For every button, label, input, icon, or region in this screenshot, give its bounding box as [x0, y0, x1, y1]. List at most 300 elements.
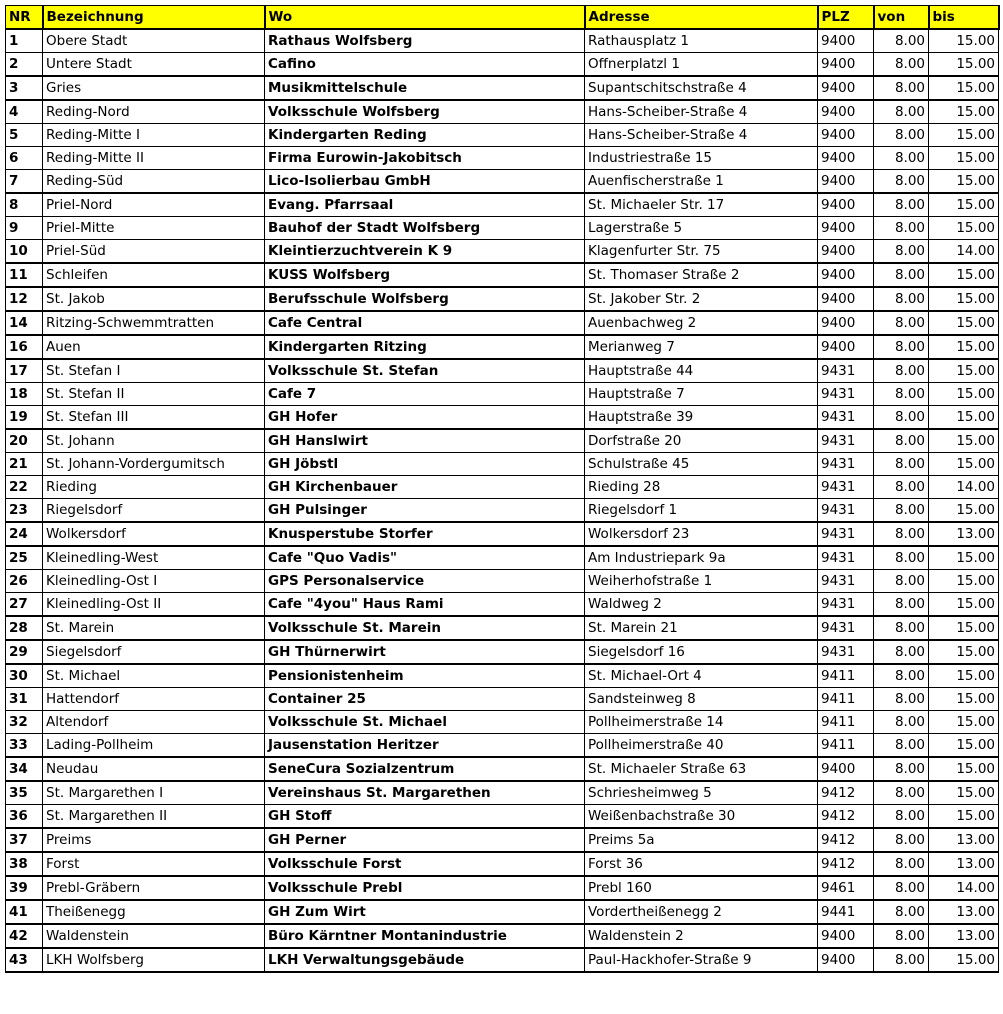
cell-plz: 9431 — [818, 359, 874, 383]
cell-wo: GPS Personalservice — [265, 570, 585, 593]
cell-adr: Hans-Scheiber-Straße 4 — [585, 100, 818, 124]
cell-bez: St. Johann-Vordergumitsch — [43, 453, 265, 476]
cell-adr: Weiherhofstraße 1 — [585, 570, 818, 593]
cell-nr: 33 — [6, 734, 43, 758]
cell-bez: Wolkersdorf — [43, 522, 265, 546]
cell-adr: Waldweg 2 — [585, 593, 818, 617]
cell-bez: Theißenegg — [43, 900, 265, 924]
cell-wo: GH Hofer — [265, 406, 585, 430]
cell-adr: Supantschitschstraße 4 — [585, 76, 818, 100]
cell-nr: 6 — [6, 147, 43, 170]
column-header-von[interactable]: von — [874, 6, 929, 30]
table-row — [6, 593, 999, 617]
cell-wo: Cafino — [265, 53, 585, 77]
cell-wo: Volksschule Forst — [265, 852, 585, 876]
cell-wo: Volksschule St. Marein — [265, 616, 585, 640]
cell-adr: St. Michael-Ort 4 — [585, 664, 818, 688]
cell-bez: Auen — [43, 335, 265, 359]
cell-adr: St. Michaeler Straße 63 — [585, 757, 818, 781]
cell-plz: 9400 — [818, 100, 874, 124]
cell-bis: 15.00 — [929, 359, 999, 383]
cell-adr: Hauptstraße 7 — [585, 383, 818, 406]
cell-plz: 9431 — [818, 640, 874, 664]
cell-nr: 29 — [6, 640, 43, 664]
cell-bis: 15.00 — [929, 406, 999, 430]
table-row — [6, 924, 999, 948]
table-header — [6, 6, 999, 30]
cell-nr: 2 — [6, 53, 43, 77]
cell-wo: Firma Eurowin-Jakobitsch — [265, 147, 585, 170]
cell-adr: Waldenstein 2 — [585, 924, 818, 948]
cell-wo: Pensionistenheim — [265, 664, 585, 688]
cell-von: 8.00 — [874, 359, 929, 383]
cell-plz: 9441 — [818, 900, 874, 924]
cell-nr: 32 — [6, 711, 43, 734]
cell-bis: 15.00 — [929, 593, 999, 617]
column-header-wo[interactable]: Wo — [265, 6, 585, 30]
cell-bez: St. Marein — [43, 616, 265, 640]
cell-wo: LKH Verwaltungsgebäude — [265, 948, 585, 972]
cell-bis: 14.00 — [929, 876, 999, 900]
cell-bez: St. Margarethen I — [43, 781, 265, 805]
cell-bis: 15.00 — [929, 100, 999, 124]
cell-bis: 13.00 — [929, 522, 999, 546]
cell-plz: 9412 — [818, 828, 874, 852]
cell-adr: Auenbachweg 2 — [585, 311, 818, 335]
cell-bis: 15.00 — [929, 688, 999, 711]
cell-von: 8.00 — [874, 429, 929, 453]
cell-bis: 15.00 — [929, 76, 999, 100]
cell-von: 8.00 — [874, 924, 929, 948]
cell-bis: 15.00 — [929, 805, 999, 829]
cell-bez: Siegelsdorf — [43, 640, 265, 664]
cell-von: 8.00 — [874, 335, 929, 359]
cell-wo: KUSS Wolfsberg — [265, 263, 585, 287]
cell-bis: 15.00 — [929, 429, 999, 453]
cell-nr: 20 — [6, 429, 43, 453]
cell-nr: 16 — [6, 335, 43, 359]
cell-wo: Cafe Central — [265, 311, 585, 335]
cell-wo: Lico-Isolierbau GmbH — [265, 170, 585, 194]
cell-nr: 9 — [6, 217, 43, 240]
cell-bez: Reding-Süd — [43, 170, 265, 194]
cell-bez: Altendorf — [43, 711, 265, 734]
cell-nr: 7 — [6, 170, 43, 194]
cell-von: 8.00 — [874, 828, 929, 852]
cell-nr: 5 — [6, 124, 43, 147]
table-row — [6, 522, 999, 546]
cell-bis: 15.00 — [929, 757, 999, 781]
cell-bez: Priel-Nord — [43, 193, 265, 217]
cell-bis: 15.00 — [929, 711, 999, 734]
table-row — [6, 335, 999, 359]
cell-nr: 38 — [6, 852, 43, 876]
table-row — [6, 76, 999, 100]
cell-von: 8.00 — [874, 311, 929, 335]
cell-bis: 15.00 — [929, 570, 999, 593]
cell-plz: 9400 — [818, 29, 874, 53]
column-header-adresse[interactable]: Adresse — [585, 6, 818, 30]
cell-von: 8.00 — [874, 805, 929, 829]
cell-bis: 13.00 — [929, 852, 999, 876]
cell-adr: Pollheimerstraße 14 — [585, 711, 818, 734]
cell-nr: 11 — [6, 263, 43, 287]
cell-von: 8.00 — [874, 263, 929, 287]
cell-adr: Dorfstraße 20 — [585, 429, 818, 453]
cell-adr: St. Jakober Str. 2 — [585, 287, 818, 311]
cell-bez: Priel-Süd — [43, 240, 265, 264]
cell-von: 8.00 — [874, 948, 929, 972]
cell-bis: 15.00 — [929, 29, 999, 53]
cell-adr: Schulstraße 45 — [585, 453, 818, 476]
cell-bez: Prebl-Gräbern — [43, 876, 265, 900]
cell-plz: 9400 — [818, 193, 874, 217]
cell-wo: Volksschule St. Stefan — [265, 359, 585, 383]
table-row — [6, 757, 999, 781]
cell-adr: Siegelsdorf 16 — [585, 640, 818, 664]
cell-nr: 35 — [6, 781, 43, 805]
cell-nr: 43 — [6, 948, 43, 972]
cell-bez: Ritzing-Schwemmtratten — [43, 311, 265, 335]
cell-wo: Container 25 — [265, 688, 585, 711]
cell-adr: Prebl 160 — [585, 876, 818, 900]
cell-bis: 15.00 — [929, 734, 999, 758]
cell-bis: 15.00 — [929, 53, 999, 77]
table-row — [6, 383, 999, 406]
cell-von: 8.00 — [874, 29, 929, 53]
cell-plz: 9400 — [818, 335, 874, 359]
table-row — [6, 217, 999, 240]
cell-wo: Volksschule Prebl — [265, 876, 585, 900]
cell-plz: 9431 — [818, 593, 874, 617]
table-row — [6, 805, 999, 829]
cell-bez: St. Stefan I — [43, 359, 265, 383]
cell-von: 8.00 — [874, 570, 929, 593]
cell-bis: 15.00 — [929, 781, 999, 805]
cell-plz: 9431 — [818, 546, 874, 570]
cell-wo: Jausenstation Heritzer — [265, 734, 585, 758]
table-row — [6, 948, 999, 972]
cell-bis: 13.00 — [929, 828, 999, 852]
cell-bez: Hattendorf — [43, 688, 265, 711]
cell-nr: 25 — [6, 546, 43, 570]
cell-bez: Obere Stadt — [43, 29, 265, 53]
cell-plz: 9400 — [818, 170, 874, 194]
cell-plz: 9411 — [818, 688, 874, 711]
cell-nr: 17 — [6, 359, 43, 383]
cell-adr: Lagerstraße 5 — [585, 217, 818, 240]
table-row — [6, 640, 999, 664]
cell-bez: Preims — [43, 828, 265, 852]
cell-bis: 15.00 — [929, 664, 999, 688]
cell-bez: Gries — [43, 76, 265, 100]
cell-bis: 14.00 — [929, 476, 999, 499]
table-row — [6, 546, 999, 570]
cell-plz: 9400 — [818, 287, 874, 311]
cell-plz: 9400 — [818, 924, 874, 948]
cell-plz: 9411 — [818, 711, 874, 734]
cell-adr: Klagenfurter Str. 75 — [585, 240, 818, 264]
cell-von: 8.00 — [874, 757, 929, 781]
cell-nr: 27 — [6, 593, 43, 617]
cell-bez: Untere Stadt — [43, 53, 265, 77]
cell-wo: Volksschule St. Michael — [265, 711, 585, 734]
cell-wo: GH Stoff — [265, 805, 585, 829]
cell-bis: 13.00 — [929, 900, 999, 924]
cell-von: 8.00 — [874, 53, 929, 77]
table-row — [6, 170, 999, 194]
cell-bis: 15.00 — [929, 193, 999, 217]
cell-wo: GH Kirchenbauer — [265, 476, 585, 499]
cell-nr: 42 — [6, 924, 43, 948]
table-row — [6, 359, 999, 383]
cell-plz: 9400 — [818, 311, 874, 335]
table-row — [6, 828, 999, 852]
cell-wo: Cafe "Quo Vadis" — [265, 546, 585, 570]
cell-nr: 23 — [6, 499, 43, 523]
cell-nr: 3 — [6, 76, 43, 100]
table-row — [6, 453, 999, 476]
cell-bez: Riegelsdorf — [43, 499, 265, 523]
table-row — [6, 876, 999, 900]
table-row — [6, 311, 999, 335]
column-header-bezeichnung[interactable]: Bezeichnung — [43, 6, 265, 30]
table-row — [6, 616, 999, 640]
cell-von: 8.00 — [874, 100, 929, 124]
cell-von: 8.00 — [874, 711, 929, 734]
cell-adr: Sandsteinweg 8 — [585, 688, 818, 711]
cell-nr: 37 — [6, 828, 43, 852]
cell-plz: 9400 — [818, 76, 874, 100]
cell-wo: Evang. Pfarrsaal — [265, 193, 585, 217]
cell-bis: 15.00 — [929, 217, 999, 240]
cell-von: 8.00 — [874, 546, 929, 570]
cell-adr: St. Michaeler Str. 17 — [585, 193, 818, 217]
cell-adr: Riegelsdorf 1 — [585, 499, 818, 523]
cell-plz: 9400 — [818, 948, 874, 972]
cell-nr: 21 — [6, 453, 43, 476]
cell-von: 8.00 — [874, 147, 929, 170]
cell-von: 8.00 — [874, 900, 929, 924]
cell-bez: Forst — [43, 852, 265, 876]
cell-bez: Reding-Mitte I — [43, 124, 265, 147]
cell-wo: GH Thürnerwirt — [265, 640, 585, 664]
table-row — [6, 240, 999, 264]
cell-nr: 28 — [6, 616, 43, 640]
table-row — [6, 900, 999, 924]
cell-adr: Rieding 28 — [585, 476, 818, 499]
cell-nr: 19 — [6, 406, 43, 430]
cell-adr: Hauptstraße 44 — [585, 359, 818, 383]
cell-bez: LKH Wolfsberg — [43, 948, 265, 972]
cell-bez: Waldenstein — [43, 924, 265, 948]
cell-adr: Rathausplatz 1 — [585, 29, 818, 53]
cell-bis: 13.00 — [929, 924, 999, 948]
cell-bis: 15.00 — [929, 124, 999, 147]
cell-adr: Am Industriepark 9a — [585, 546, 818, 570]
cell-von: 8.00 — [874, 688, 929, 711]
column-header-nr[interactable]: NR — [6, 6, 43, 30]
cell-von: 8.00 — [874, 664, 929, 688]
cell-adr: Weißenbachstraße 30 — [585, 805, 818, 829]
table-row — [6, 664, 999, 688]
table-row — [6, 100, 999, 124]
cell-plz: 9400 — [818, 147, 874, 170]
cell-von: 8.00 — [874, 616, 929, 640]
cell-wo: Kindergarten Reding — [265, 124, 585, 147]
cell-plz: 9412 — [818, 852, 874, 876]
table-row — [6, 406, 999, 430]
cell-wo: Knusperstube Storfer — [265, 522, 585, 546]
cell-von: 8.00 — [874, 453, 929, 476]
cell-wo: Büro Kärntner Montanindustrie — [265, 924, 585, 948]
cell-bis: 15.00 — [929, 287, 999, 311]
cell-bez: St. Johann — [43, 429, 265, 453]
cell-von: 8.00 — [874, 876, 929, 900]
column-header-plz[interactable]: PLZ — [818, 6, 874, 30]
cell-nr: 10 — [6, 240, 43, 264]
cell-wo: Volksschule Wolfsberg — [265, 100, 585, 124]
cell-bis: 15.00 — [929, 640, 999, 664]
cell-nr: 34 — [6, 757, 43, 781]
cell-plz: 9431 — [818, 499, 874, 523]
cell-wo: Musikmittelschule — [265, 76, 585, 100]
cell-nr: 1 — [6, 29, 43, 53]
cell-plz: 9431 — [818, 570, 874, 593]
cell-bez: Schleifen — [43, 263, 265, 287]
cell-nr: 14 — [6, 311, 43, 335]
cell-adr: Forst 36 — [585, 852, 818, 876]
cell-nr: 41 — [6, 900, 43, 924]
cell-von: 8.00 — [874, 124, 929, 147]
cell-nr: 12 — [6, 287, 43, 311]
table-row — [6, 429, 999, 453]
cell-plz: 9400 — [818, 240, 874, 264]
table-body — [6, 29, 999, 972]
cell-plz: 9431 — [818, 429, 874, 453]
cell-von: 8.00 — [874, 383, 929, 406]
cell-adr: Hauptstraße 39 — [585, 406, 818, 430]
cell-plz: 9412 — [818, 781, 874, 805]
cell-bis: 15.00 — [929, 948, 999, 972]
cell-nr: 26 — [6, 570, 43, 593]
cell-adr: Paul-Hackhofer-Straße 9 — [585, 948, 818, 972]
cell-von: 8.00 — [874, 640, 929, 664]
cell-adr: Hans-Scheiber-Straße 4 — [585, 124, 818, 147]
polling-stations-table — [5, 5, 1000, 973]
table-row — [6, 781, 999, 805]
cell-adr: St. Thomaser Straße 2 — [585, 263, 818, 287]
cell-adr: Wolkersdorf 23 — [585, 522, 818, 546]
cell-wo: GH Pulsinger — [265, 499, 585, 523]
cell-plz: 9411 — [818, 664, 874, 688]
cell-nr: 31 — [6, 688, 43, 711]
table-row — [6, 29, 999, 53]
cell-bis: 15.00 — [929, 263, 999, 287]
cell-von: 8.00 — [874, 217, 929, 240]
table-row — [6, 499, 999, 523]
cell-von: 8.00 — [874, 522, 929, 546]
cell-plz: 9431 — [818, 453, 874, 476]
cell-wo: Bauhof der Stadt Wolfsberg — [265, 217, 585, 240]
cell-wo: Cafe "4you" Haus Rami — [265, 593, 585, 617]
cell-plz: 9431 — [818, 476, 874, 499]
cell-wo: GH Hanslwirt — [265, 429, 585, 453]
cell-plz: 9400 — [818, 263, 874, 287]
cell-wo: GH Zum Wirt — [265, 900, 585, 924]
cell-bez: Reding-Mitte II — [43, 147, 265, 170]
cell-bez: Reding-Nord — [43, 100, 265, 124]
cell-wo: Kleintierzuchtverein K 9 — [265, 240, 585, 264]
cell-nr: 24 — [6, 522, 43, 546]
cell-adr: Vordertheißenegg 2 — [585, 900, 818, 924]
cell-adr: Pollheimerstraße 40 — [585, 734, 818, 758]
cell-adr: Offnerplatzl 1 — [585, 53, 818, 77]
cell-plz: 9400 — [818, 217, 874, 240]
cell-bis: 15.00 — [929, 616, 999, 640]
cell-von: 8.00 — [874, 852, 929, 876]
cell-adr: Merianweg 7 — [585, 335, 818, 359]
cell-nr: 18 — [6, 383, 43, 406]
cell-adr: Industriestraße 15 — [585, 147, 818, 170]
cell-von: 8.00 — [874, 406, 929, 430]
cell-bez: Priel-Mitte — [43, 217, 265, 240]
cell-adr: Auenfischerstraße 1 — [585, 170, 818, 194]
cell-wo: GH Jöbstl — [265, 453, 585, 476]
cell-von: 8.00 — [874, 193, 929, 217]
cell-plz: 9431 — [818, 406, 874, 430]
cell-wo: Kindergarten Ritzing — [265, 335, 585, 359]
cell-plz: 9400 — [818, 53, 874, 77]
table-row — [6, 476, 999, 499]
cell-bez: St. Jakob — [43, 287, 265, 311]
cell-bis: 15.00 — [929, 335, 999, 359]
cell-nr: 39 — [6, 876, 43, 900]
cell-adr: Preims 5a — [585, 828, 818, 852]
cell-plz: 9411 — [818, 734, 874, 758]
table-row — [6, 711, 999, 734]
table-row — [6, 53, 999, 77]
cell-plz: 9431 — [818, 616, 874, 640]
cell-von: 8.00 — [874, 240, 929, 264]
cell-bez: Kleinedling-Ost I — [43, 570, 265, 593]
cell-von: 8.00 — [874, 593, 929, 617]
cell-plz: 9461 — [818, 876, 874, 900]
cell-bez: Rieding — [43, 476, 265, 499]
cell-bez: Neudau — [43, 757, 265, 781]
cell-bez: St. Stefan II — [43, 383, 265, 406]
header-row — [6, 6, 999, 30]
cell-plz: 9431 — [818, 383, 874, 406]
cell-wo: Rathaus Wolfsberg — [265, 29, 585, 53]
cell-nr: 4 — [6, 100, 43, 124]
cell-adr: St. Marein 21 — [585, 616, 818, 640]
cell-bis: 15.00 — [929, 453, 999, 476]
cell-bis: 15.00 — [929, 147, 999, 170]
cell-wo: SeneCura Sozialzentrum — [265, 757, 585, 781]
cell-bez: St. Margarethen II — [43, 805, 265, 829]
cell-von: 8.00 — [874, 287, 929, 311]
cell-bez: Kleinedling-Ost II — [43, 593, 265, 617]
column-header-bis[interactable]: bis — [929, 6, 999, 30]
table-row — [6, 734, 999, 758]
cell-plz: 9400 — [818, 124, 874, 147]
cell-von: 8.00 — [874, 170, 929, 194]
cell-bez: Lading-Pollheim — [43, 734, 265, 758]
cell-von: 8.00 — [874, 476, 929, 499]
cell-bez: St. Stefan III — [43, 406, 265, 430]
cell-bis: 15.00 — [929, 546, 999, 570]
